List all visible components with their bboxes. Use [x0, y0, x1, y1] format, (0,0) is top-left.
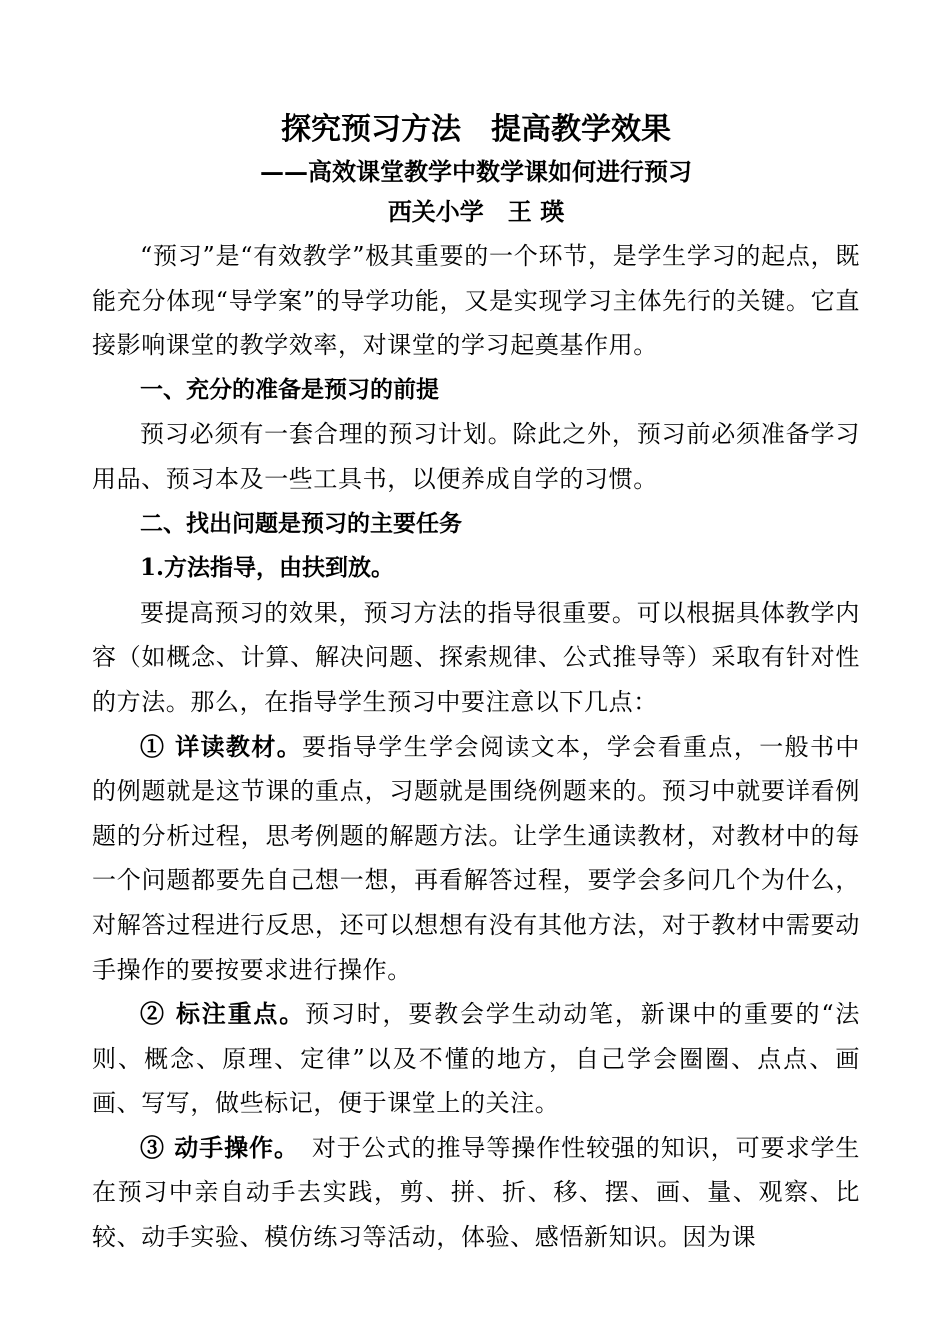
document-page [92, 108, 860, 1260]
subsection-1-paragraph: 要提高预习的效果，预习方法的指导很重要。可以根据具体教学内容（如概念、计算、解决问题、探索规律、公式推导等）采取有针对性的方法。那么，在指导学生预习中要注意以下几点： [92, 598, 860, 716]
section-1-paragraph: 预习必须有一套合理的预习计划。除此之外，预习前必须准备学习用品、预习本及一些工具书，以便养成自学的习惯。 [92, 420, 860, 493]
point-2-lead: ② 标注重点。 [140, 999, 306, 1029]
point-2-paragraph [92, 992, 860, 1126]
section-2-heading: 二、找出问题是预习的主要任务 [140, 509, 462, 537]
point-1-paragraph [92, 725, 860, 993]
point-2-body: 预习时，要教会学生动动笔，新课中的重要的“法则、概念、原理、定律”以及不懂的地方，自己学会圈圈、点点、画画、写写，做些标记，便于课堂上的关注。 [92, 1000, 861, 1118]
intro-paragraph: “预习”是“有效教学”极其重要的一个环节，是学生学习的起点，既能充分体现“导学案”的导学功能，又是实现学习主体先行的关键。它直接影响课堂的教学效率，对课堂的学习起奠基作用。 [92, 242, 860, 360]
point-3-lead: ③ 动手操作。 [140, 1132, 287, 1162]
point-3-body: 对于公式的推导等操作性较强的知识，可要求学生在预习中亲自动手去实践，剪、拼、折、移、摆、画、量、观察、比较、动手实验、模仿练习等活动，体验、感悟新知识。因为课 [92, 1133, 860, 1252]
point-3-paragraph [92, 1126, 860, 1260]
document-subtitle: ——高效课堂教学中数学课如何进行预习 [260, 157, 692, 186]
point-1-body: 要指导学生学会阅读文本，学会看重点，一般书中的例题就是这节课的重点，习题就是围绕例题来的。预习中就要详看例题的分析过程，思考例题的解题方法。让学生通读教材，对教材中的每一个问题都要先自己想一想，再看解答过程，要学会多问几个为什么，对解答过程进行反思，还可以想想有没有其他方法，对于教材中需要动手操作的要按要求进行操作。 [92, 732, 860, 984]
point-1-lead: ① 详读教材。 [140, 731, 303, 761]
document-author: 西关小学 王 瑛 [387, 197, 565, 226]
subsection-1-heading: 1.方法指导，由扶到放。 [140, 554, 395, 582]
section-1-heading: 一、充分的准备是预习的前提 [140, 375, 439, 403]
document-title: 探究预习方法 提高教学效果 [281, 112, 671, 147]
